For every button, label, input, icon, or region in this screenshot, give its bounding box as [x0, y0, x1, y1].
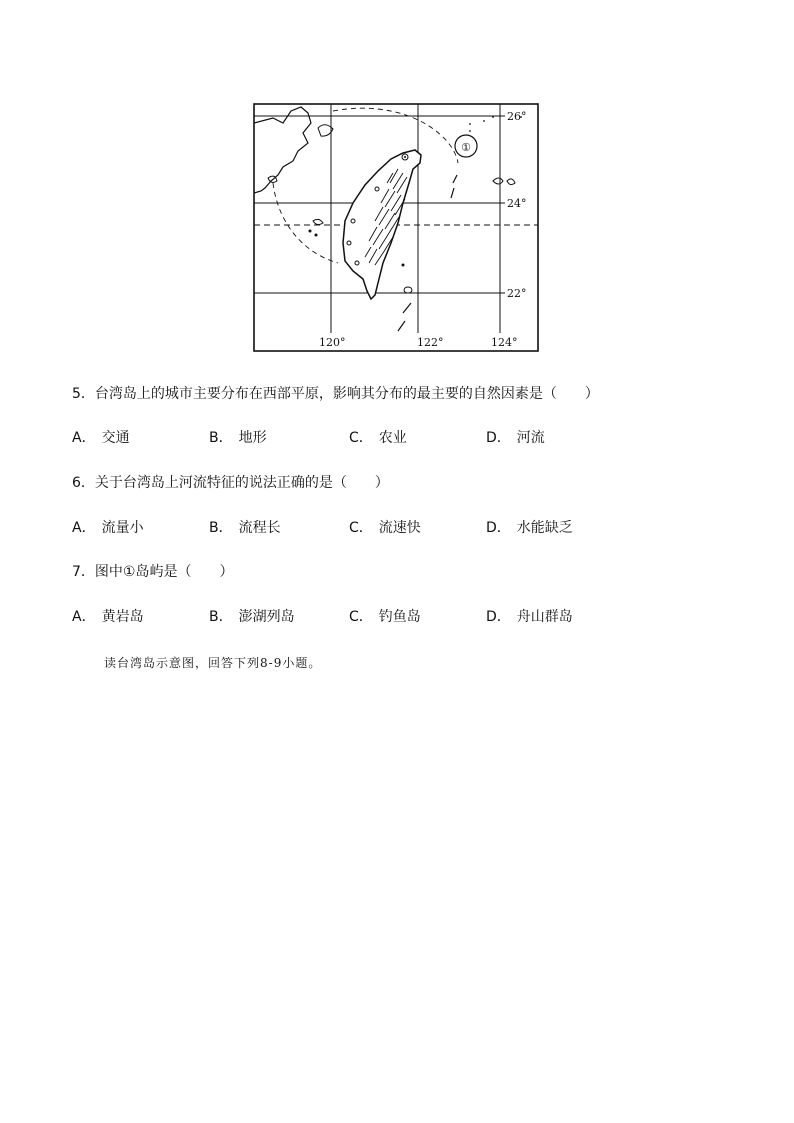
- option-text: 地形: [238, 430, 267, 446]
- option-c[interactable]: [349, 519, 421, 537]
- option-text: 河流: [516, 430, 545, 446]
- option-letter: C．: [349, 609, 373, 625]
- question-6-options: [72, 519, 752, 537]
- lon-label-124: 124°: [491, 336, 518, 349]
- boundary-marks-right: [451, 175, 457, 198]
- option-text: 流量小: [101, 520, 144, 536]
- lat-label-24: 24°: [507, 197, 527, 210]
- orchid-island: [404, 287, 412, 293]
- penghu-islands: [313, 219, 323, 224]
- option-a[interactable]: [72, 429, 130, 447]
- option-text: 钓鱼岛: [378, 609, 421, 625]
- option-text: 水能缺乏: [516, 520, 573, 536]
- question-6: [72, 474, 389, 492]
- boundary-arc-left: [273, 183, 338, 263]
- lat-label-26: 26°: [507, 110, 527, 123]
- taiwan-map-figure: [253, 103, 540, 353]
- reading-instruction: 读台湾岛示意图，回答下列8-9小题。: [104, 656, 322, 670]
- option-letter: B．: [209, 520, 233, 536]
- lon-label-122: 122°: [417, 336, 444, 349]
- question-text-after: 岛屿是（ ）: [135, 564, 234, 580]
- lon-label-120: 120°: [319, 336, 346, 349]
- option-text: 交通: [101, 430, 130, 446]
- option-letter: B．: [209, 430, 233, 446]
- option-a[interactable]: [72, 519, 144, 537]
- option-letter: B．: [209, 609, 233, 625]
- question-text-before: 图中: [94, 564, 123, 580]
- question-7: [72, 563, 233, 581]
- option-letter: A．: [72, 609, 96, 625]
- diaoyu-island: [493, 178, 503, 184]
- option-text: 黄岩岛: [101, 609, 144, 625]
- question-text: 台湾岛上的城市主要分布在西部平原，影响其分布的最主要的自然因素是（ ）: [94, 386, 599, 402]
- option-letter: D．: [486, 520, 511, 536]
- option-letter: A．: [72, 520, 96, 536]
- option-letter: C．: [349, 430, 373, 446]
- option-d[interactable]: [486, 519, 573, 537]
- option-letter: D．: [486, 609, 511, 625]
- question-number: 7．: [72, 564, 95, 580]
- taiwan-map: [253, 103, 540, 353]
- question-7-options: [72, 608, 752, 626]
- lat-label-22: 22°: [507, 287, 527, 300]
- option-letter: A．: [72, 430, 96, 446]
- option-letter: C．: [349, 520, 373, 536]
- option-text: 流速快: [378, 520, 421, 536]
- option-b[interactable]: [209, 519, 281, 537]
- map-marker-label: ①: [461, 141, 471, 154]
- option-text: 流程长: [238, 520, 281, 536]
- option-b[interactable]: [209, 429, 267, 447]
- question-5: [72, 385, 599, 403]
- option-c[interactable]: [349, 429, 407, 447]
- option-text: 澎湖列岛: [238, 609, 295, 625]
- option-text: 农业: [378, 430, 407, 446]
- option-text: 舟山群岛: [516, 609, 573, 625]
- question-number: 5．: [72, 386, 95, 402]
- mainland-coastline: [254, 107, 311, 193]
- option-c[interactable]: [349, 608, 421, 626]
- option-d[interactable]: [486, 608, 573, 626]
- boundary-marks-bottom: [398, 303, 411, 331]
- option-d[interactable]: [486, 429, 545, 447]
- question-5-options: [72, 429, 752, 447]
- option-b[interactable]: [209, 608, 295, 626]
- option-letter: D．: [486, 430, 511, 446]
- question-number: 6．: [72, 475, 95, 491]
- circled-marker: ①: [122, 564, 136, 580]
- option-a[interactable]: [72, 608, 144, 626]
- question-text: 关于台湾岛上河流特征的说法正确的是（ ）: [94, 475, 389, 491]
